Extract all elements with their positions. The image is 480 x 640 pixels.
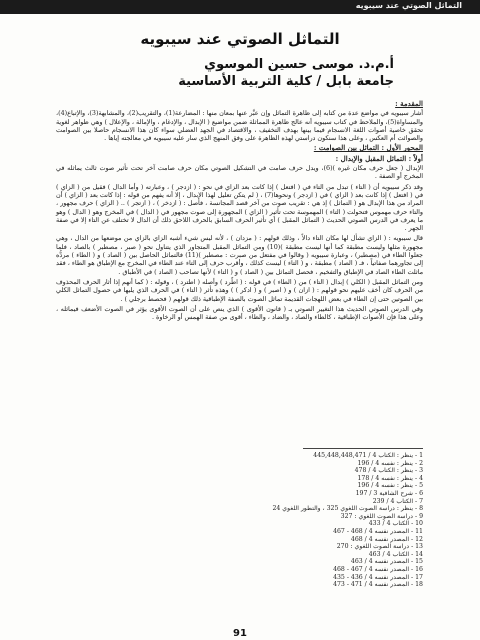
page-number: 91 bbox=[233, 628, 247, 639]
author-name: أ.م.د. موسى حسين الموسوي bbox=[204, 57, 394, 72]
article-body bbox=[56, 98, 423, 323]
footnote: 8 - ينظر : دراسة الصوت اللغوي 325 ، والتطور اللغوي 24 bbox=[272, 505, 423, 513]
footnote: 3 - ينظر : الكتاب 4 / 478 bbox=[354, 467, 423, 475]
body-paragraph-1: الإبدال ( جعل حرف مكان غيره )(6)، ويدل حرف صامت في التشكيل الصوتي مكان حرف صامت آخر تحت تأثير صوت ثالث يماثله في المخرج أو الصفة . bbox=[56, 164, 423, 181]
footnote: 1 - ينظر : الكتاب 4 / 445,448,448,471 bbox=[313, 452, 423, 459]
footnote: 9 - دراسة الصوت اللغوي : 327 bbox=[340, 512, 423, 520]
footnote: 14 - الكتاب 4 / 463 bbox=[368, 550, 423, 558]
footnote: 5 - ينظر : نفسه 4 / 196 bbox=[357, 482, 423, 490]
footnote: 17 - المصدر نفسه 4 / 436 - 435 bbox=[333, 573, 423, 581]
article-title: التماثل الصوتي عند سيبويه bbox=[140, 30, 340, 48]
author-affiliation: جامعة بابل / كلية التربية الأساسية bbox=[178, 74, 394, 89]
footnote: 16 - المصدر نفسه 4 / 467 - 468 bbox=[333, 565, 423, 573]
body-paragraph-4: ومن التماثل المقبل ( الكلي ) إبدال ( التاء ) من ( الطاء ) في قوله : ( اطّرد ) وأصله ( اطترد ) ، وقوله : ( كما أنهم إذا أثار الحرف المحذوف من الحرف كان أخف عليهم نحو قولهم : ( ازان ) و ( اصبر ) و ( ادكر ) ) وهذه تأثر ( التاء ) في الحرف الذي يليها في حصول التماثل الكلي بين الصوتين حتى إن الطاء في بعض اللهجات القديمة تماثل الصوت بالصفة الإطباقية ذلك قولهم ( فحصط برجلي ) . bbox=[56, 277, 423, 303]
section-heading: المحور الأول : التماثل بين الصوامت : bbox=[313, 143, 423, 153]
footnote: 15 - المصدر نفسه 4 / 463 bbox=[350, 558, 423, 566]
body-paragraph-3: قال سيبويه : ( الزاي تشأل لها مكان التاء دالاً ، وذلك قولهم : ( مزدان ) ، لأنه ليس شيء أشبه الزاي بالزاي من موضعها من الدال ، وهي مجهورة مثلها وليست مطبقة كما أنها ليست مطبقة )(10) ومن التماثل المقبل المتجاور الذي يتناول نحو ( صبر ، مصطبر ) بالصاد ، فلما جعلوا الطاء في (مصطبر) ، وعبارة سيبويه ( وقالوا في مفتعل من صبرت : مصطبر )(11) فالتماثل الحاصل بين ( الصاد ) و ( الطاء ) مردُّه إلى تجاورهما صفاتياً ، فـ ( الصاد ) مطبقة ، و ( التاء ) ليست كذلك ، وأقرب حرف إلى التاء عند الطاء في المخرج مع الإطباق هو الطاء ، فقد ماثلت الطاء الصاد في الإطباق والتفخيم ، فحصل التماثل بين ( الصاد ) و ( التاء ) لأنها تصاحب ( الصاد ) في الأطباق . bbox=[56, 234, 423, 276]
footnote: 11 - المصدر نفسه 4 / 468 - 467 bbox=[333, 527, 423, 535]
footnote: 4 - ينظر : نفسه 4 / 178 bbox=[357, 474, 423, 482]
footnote: 6 - شرح الشافية 3 / 197 bbox=[355, 489, 423, 497]
running-title: التماثل الصوتي عند سيبويه bbox=[355, 1, 462, 10]
footnote: 13 - دراسة الصوت اللغوي : 270 bbox=[336, 543, 423, 551]
intro-paragraph: أشار سيبويه في مواضع عدة من كتابه إلى ظاهرة التماثل وإن عبَّر عنها بمعان منها : المضارعة(1)، والتقريب(2)، والمشابهة(3)، والإتباع(4)، والمساواة(5)، والملاحظ في كتاب سيبويه أنه عالج ظاهرة المماثلة ضمن مواضيع ( الإبدال ، والإدغام ، والإمالة ، والإعلال ) وهي ظواهر لغوية تحقق خاصية أصوات اللغة الانسجام فيما بينها بهدف التخفيف ، والاقتصاد في الجهد العضلي سواء كان هذا الانسجام حاصلا بين الصوامت والصوائت أم العكس ، وعلى هذا سنكون دراستي لهذه الظاهرة على وفق المنهج الذي سار عليه سيبويه في معالجته إياها . bbox=[56, 109, 423, 143]
body-paragraph-5: وفي الدرس الصوتي الحديث هذا التغيير الصوتي بـ ( قانون الأقوى ) الذي ينص على أن الصوت الأقوى يؤثر في الصوت الأضعف فيماثله ، وعلى هذا فإن الأصوات الإطباقية ، كالطاء والصاد ، والضاد ، والظاء ، أقوى من صفة الهمس أو الرخاوة . bbox=[56, 304, 423, 322]
footnote: 7 - الكتاب 4 / 239 bbox=[372, 497, 423, 505]
footnote: 2 - ينظر : نفسه 4 / 196 bbox=[357, 459, 423, 467]
intro-heading: المقدمة : bbox=[395, 99, 423, 108]
body-paragraph-2: وقد ذكر سيبويه أن ( التاء ) تبدل من التاء في ( افتعل ) إذا كانت بعد الزاي في نحو : ( ازدجر ) ، وعبارته ( وأما الدال ) فقيل من ( الزاي ) في ( افتعل ) إذا كانت بعد ( الزاي ) في ( ازدجر ) ونحوها(7) ، ( لم يتكن تعليل لهذا الإبدال ، إلا أنه يفهم من قوله : إذا كانت بعد ( الزاي ) أن المراد من هذا الإبدال هو ( التماثل ) إذ هي : تقريب صوت من آخر قصد المجانسة ، فأصل : ( ازدخر ) ، ( ازتجر ) .. ( الزاي ) حرف مجهور ، والتاء حرف مهموس فتحولت ( التاء ) المهموسة تحت تأثير ( الزاي ) المجهورة إلى صوت مجهور في ( الدال ) في المخرج وهو ( الدال ) وهو ما يعرف في الدرس الصوتي الحديث ( التماثل المقبل ) أي تأثير الحرف السابق بالحرف اللاحق ذلك أن الدال لا تختلف عن التاء إلا في صفة الجهر . bbox=[56, 182, 424, 233]
footnote: 10 - الكتاب 4 / 433 bbox=[368, 520, 423, 528]
footnote: 18 - المصدر نفسه 4 / 471 - 473 bbox=[333, 581, 423, 589]
subsection-heading: أولاً : التماثل المقبل والإبدال : bbox=[335, 153, 423, 163]
footnote-divider bbox=[303, 448, 423, 449]
footnotes bbox=[57, 452, 423, 589]
footnote: 12 - المصدر نفسه 4 / 468 bbox=[350, 535, 423, 543]
running-header-bar bbox=[0, 0, 480, 14]
